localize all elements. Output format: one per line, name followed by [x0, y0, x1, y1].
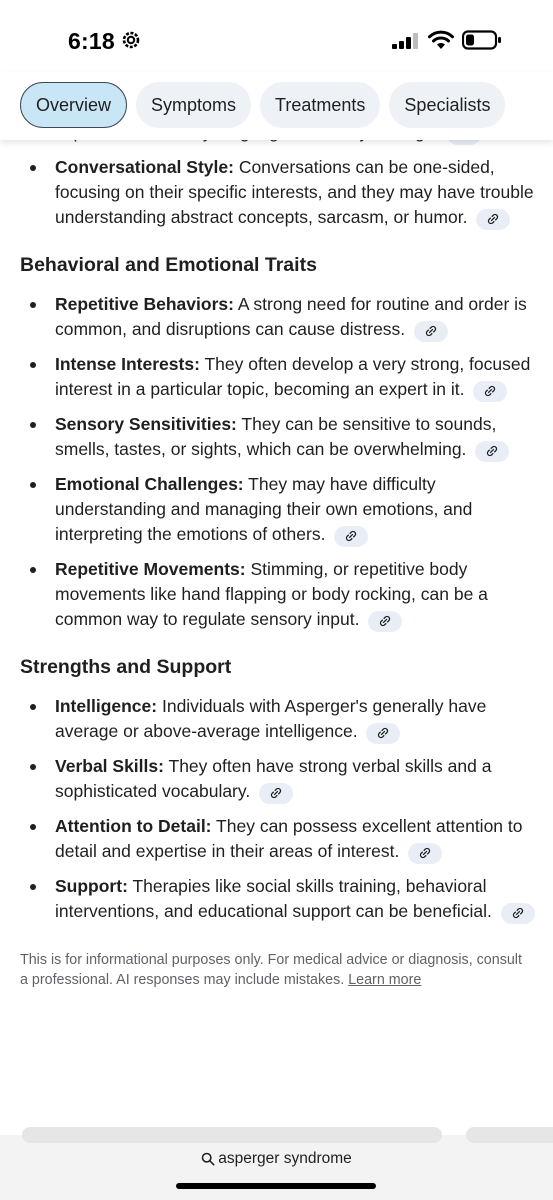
citation-link-button[interactable] [475, 441, 509, 462]
link-icon [511, 906, 525, 920]
tab-symptoms[interactable]: Symptoms [136, 82, 251, 128]
citation-link-button[interactable] [473, 381, 507, 402]
list-item-term: Sensory Sensitivities: [55, 414, 237, 434]
citation-link-button[interactable] [414, 321, 448, 342]
list-item [0, 754, 553, 804]
behavioral-traits-list [0, 292, 553, 632]
list-item-term: Intense Interests: [55, 354, 200, 374]
list-item-term: Conversational Style: [55, 157, 234, 177]
list-item-text: Conversations can be one-sided, focusing on their specific interests, and they may have trouble understanding abstract concepts, sarcasm, or humor. [55, 157, 534, 227]
citation-link-button[interactable] [334, 526, 368, 547]
tab-treatments[interactable]: Treatments [260, 82, 380, 128]
list-item-text: They may have difficulty understanding and managing their own emotions, and interpreting the emotions of others. [55, 474, 473, 544]
list-item-term: Repetitive Movements: [55, 559, 246, 579]
disclaimer [20, 950, 533, 990]
list-item-text: A strong need for routine and order is common, and disruptions can cause distress. [55, 294, 527, 339]
list-item-term: Repetitive Behaviors: [55, 294, 234, 314]
wifi-icon [427, 30, 455, 50]
list-item [0, 694, 553, 744]
search-query-pill[interactable] [0, 1150, 553, 1168]
list-item-term: Intelligence: [55, 696, 158, 716]
link-icon [483, 384, 497, 398]
list-item-term: Verbal Skills: [55, 756, 164, 776]
list-item-text: Stimming, or repetitive body movements like hand flapping or body rocking, can be a common way to regulate sensory input. [55, 559, 488, 629]
tab-bar [0, 72, 553, 140]
list-item [0, 352, 553, 402]
list-item [0, 557, 553, 632]
disclaimer-text: This is for informational purposes only. For medical advice or diagnosis, consult a professional. AI responses may include mistakes. [20, 952, 522, 988]
list-item [0, 874, 553, 924]
link-icon [378, 614, 392, 628]
list-item [0, 412, 553, 462]
status-time: 6:18 [68, 28, 115, 54]
link-icon [486, 212, 500, 226]
list-item-text: Individuals with Asperger's generally have average or above-average intelligence. [55, 696, 487, 741]
citation-link-button[interactable] [408, 843, 442, 864]
list-item [0, 155, 553, 230]
tab-overview[interactable]: Overview [20, 82, 127, 128]
search-query-text: asperger syndrome [218, 1150, 352, 1167]
link-icon [344, 529, 358, 543]
link-icon [376, 726, 390, 740]
focus-mode-icon [121, 30, 141, 50]
section-heading-behavioral: Behavioral and Emotional Traits [20, 254, 317, 276]
citation-link-button[interactable] [259, 783, 293, 804]
link-icon [485, 444, 499, 458]
tab-specialists[interactable]: Specialists [389, 82, 505, 128]
link-icon [424, 324, 438, 338]
link-icon [269, 786, 283, 800]
status-bar [0, 0, 553, 72]
home-indicator[interactable] [176, 1183, 376, 1189]
battery-icon [462, 30, 502, 50]
follow-up-chip-edge[interactable] [466, 1127, 553, 1143]
bottom-bar [0, 1135, 553, 1200]
list-item-term: Support: [55, 876, 128, 896]
list-item [0, 472, 553, 547]
cellular-signal-icon [392, 33, 420, 49]
list-item [0, 292, 553, 342]
list-item-term: Attention to Detail: [55, 816, 212, 836]
list-item [0, 814, 553, 864]
list-item-text: They often have strong verbal skills and a sophisticated vocabulary. [55, 756, 492, 801]
tabs [20, 82, 505, 128]
ai-overview-content [0, 120, 553, 990]
citation-link-button[interactable] [476, 209, 510, 230]
list-item-text: They can be sensitive to sounds, smells, tastes, or sights, which can be overwhelming. [55, 414, 497, 459]
search-icon [201, 1152, 215, 1166]
list-item-text: They often develop a very strong, focused interest in a particular topic, becoming an expert in it. [55, 354, 531, 399]
strengths-list [0, 694, 553, 924]
citation-link-button[interactable] [501, 903, 535, 924]
citation-link-button[interactable] [368, 611, 402, 632]
learn-more-link[interactable]: Learn more [348, 972, 422, 988]
list-item-text: Therapies like social skills training, behavioral interventions, and educational support can be beneficial. [55, 876, 492, 921]
list-item-text: They can possess excellent attention to detail and expertise in their areas of interest. [55, 816, 523, 861]
section-heading-strengths: Strengths and Support [20, 656, 232, 678]
follow-up-input-edge[interactable] [22, 1127, 442, 1143]
list-item-term: Emotional Challenges: [55, 474, 244, 494]
citation-link-button[interactable] [366, 723, 400, 744]
link-icon [418, 846, 432, 860]
